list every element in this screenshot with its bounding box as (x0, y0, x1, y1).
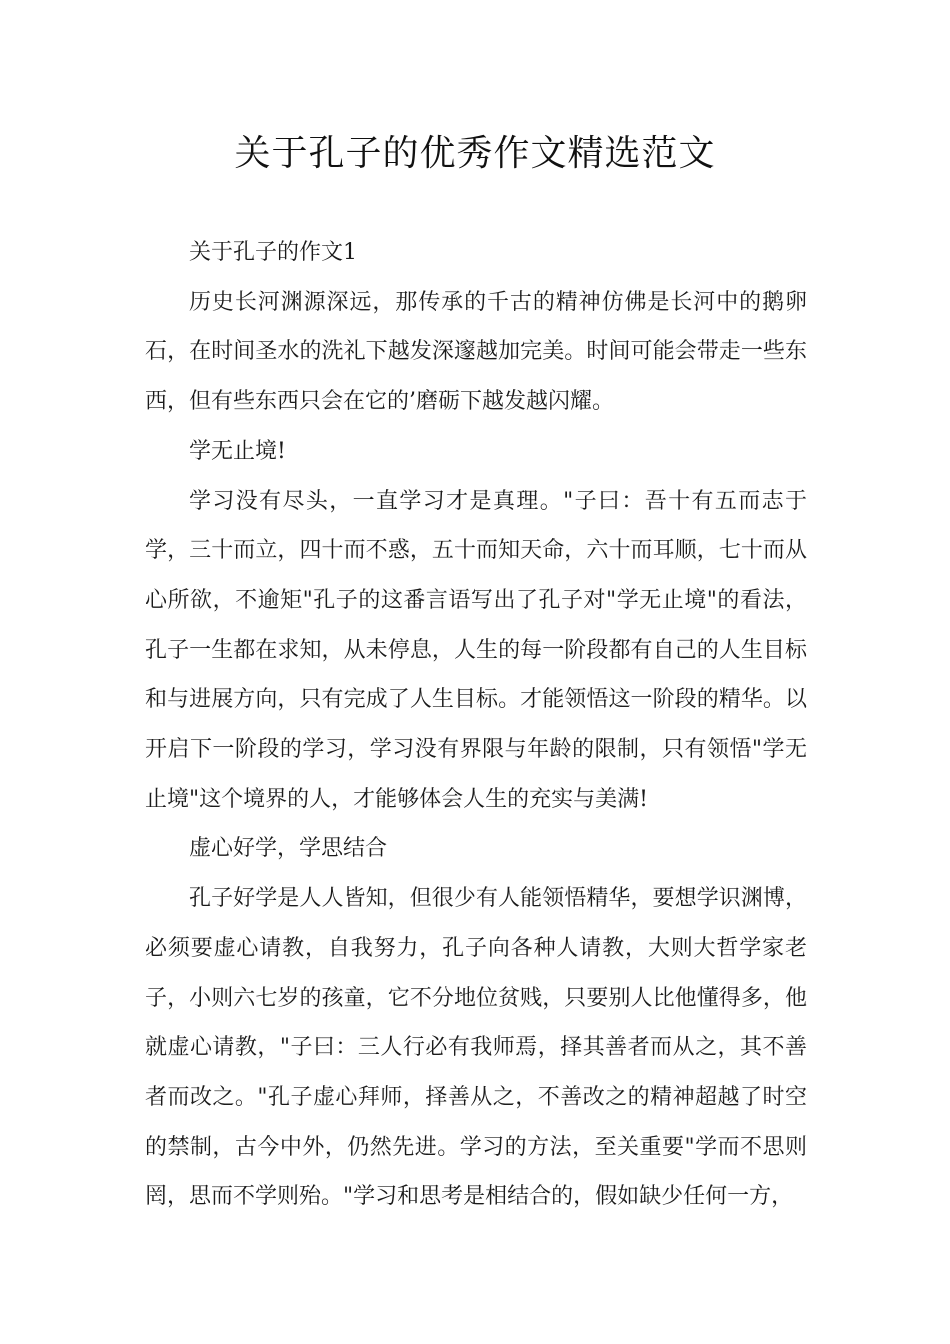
body-paragraph: 学习没有尽头，一直学习才是真理。"子曰：吾十有五而志于学，三十而立，四十而不惑，五十而知天命，六十而耳顺，七十而从心所欲，不逾矩"孔子的这番言语写出了孔子对"学无止境"的看法，孔子一生都在求知，从未停息，人生的每一阶段都有自己的人生目标和与进展方向，只有完成了人生目标。才能领悟这一阶段的精华。以开启下一阶段的学习，学习没有界限与年龄的限制，只有领悟"学无止境"这个境界的人，才能够体会人生的充实与美满! (145, 488, 807, 812)
document-body (145, 228, 807, 1222)
section-heading: 学无止境! (189, 438, 286, 464)
section-heading: 虚心好学，学思结合 (189, 836, 388, 862)
document-title: 关于孔子的优秀作文精选范文 (234, 133, 716, 174)
body-paragraph: 孔子好学是人人皆知，但很少有人能领悟精华，要想学识渊博，必须要虚心请教，自我努力，孔子向各种人请教，大则大哲学家老子，小则六七岁的孩童，它不分地位贫贱，只要别人比他懂得多，他就虚心请教，"子曰：三人行必有我师焉，择其善者而从之，其不善者而改之。"孔子虚心拜师，择善从之，不善改之的精神超越了时空的禁制，古今中外，仍然先进。学习的方法，至关重要"学而不思则罔，思而不学则殆。"学习和思考是相结合的，假如缺少任何一方， (145, 886, 807, 1210)
body-paragraph: 历史长河渊源深远，那传承的千古的精神仿佛是长河中的鹅卵石，在时间圣水的洗礼下越发深邃越加完美。时间可能会带走一些东西，但有些东西只会在它的’磨砺下越发越闪耀。 (145, 289, 807, 415)
section-heading: 关于孔子的作文1 (189, 240, 357, 265)
